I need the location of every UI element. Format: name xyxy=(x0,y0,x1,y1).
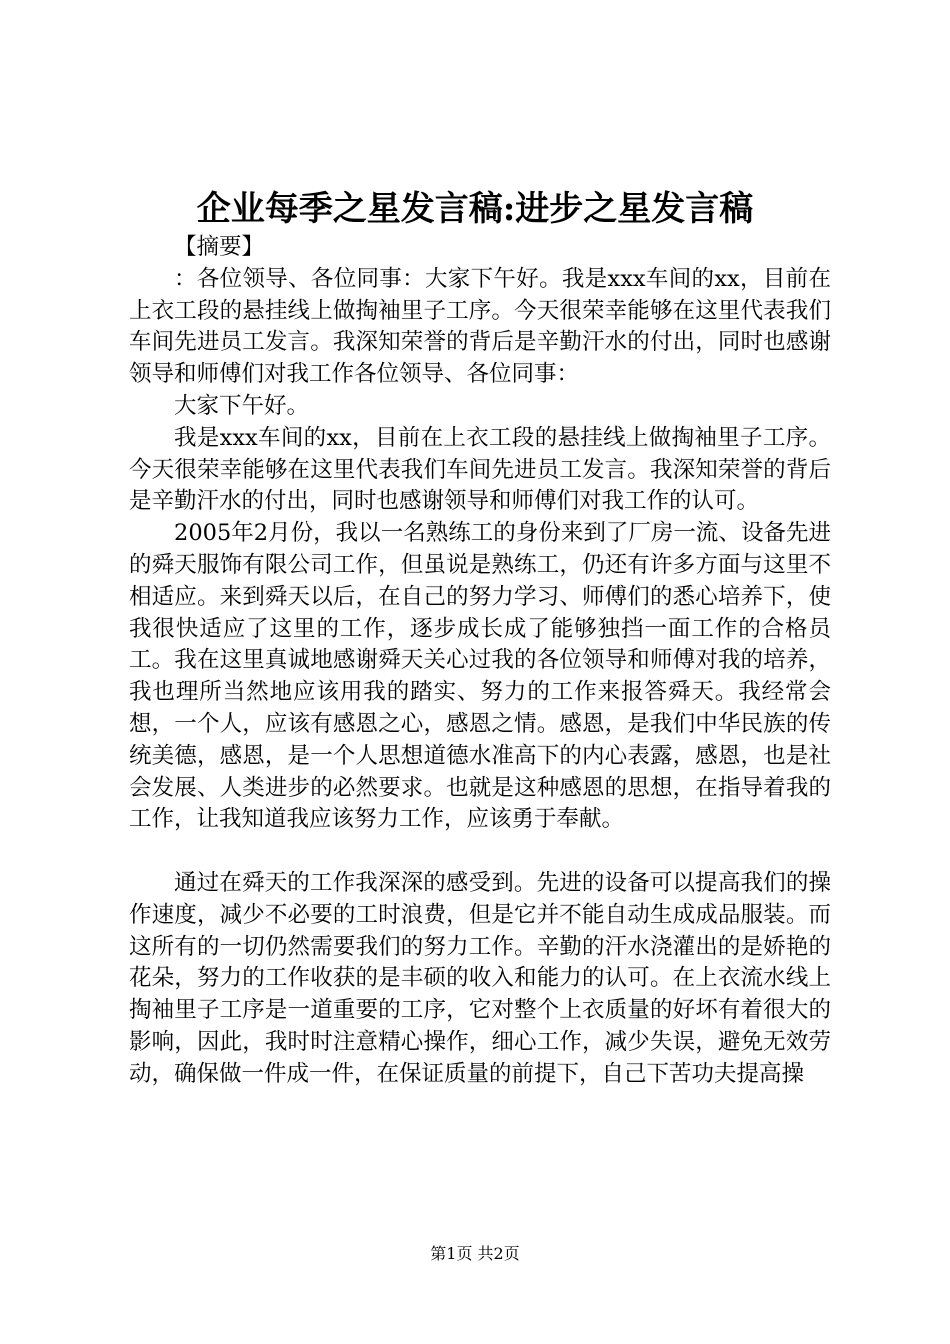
intro-paragraph: 我是xxx车间的xx，目前在上衣工段的悬挂线上做掏袖里子工序。今天很荣幸能够在这里代表我们车间先进员工发言。我深知荣誉的背后是辛勤汗水的付出，同时也感谢领导和师傅们对我工作的认可。 xyxy=(129,424,831,515)
document-title: 企业每季之星发言稿:进步之星发言稿 xyxy=(196,189,754,229)
greeting-paragraph: 大家下午好。 xyxy=(174,392,310,419)
abstract-heading: 【摘要】 xyxy=(174,234,265,260)
abstract-paragraph: ：各位领导、各位同事：大家下午好。我是xxx车间的xx，目前在上衣工段的悬挂线上做掏袖里子工序。今天很荣幸能够在这里代表我们车间先进员工发言。我深知荣誉的背后是辛勤汗水的付出，同时也感谢领导和师傅们对我工作各位领导、各位同事： xyxy=(129,265,831,388)
body-paragraph-gratitude: 2005年2月份，我以一名熟练工的身份来到了厂房一流、设备先进的舜天服饰有限公司工作，但虽说是熟练工，仍还有许多方面与这里不相适应。来到舜天以后，在自己的努力学习、师傅们的悉心培养下，使我很快适应了这里的工作，逐步成长成了能够独挡一面工作的合格员工。我在这里真诚地感谢舜天关心过我的各位领导和师傅对我的培养，我也理所当然地应该用我的踏实、努力的工作来报答舜天。我经常会想，一个人，应该有感恩之心，感恩之情。感恩，是我们中华民族的传统美德，感恩，是一个人思想道德水准高下的内心表露，感恩，也是社会发展、人类进步的必然要求。也就是这种感恩的思想，在指导着我的工作，让我知道我应该努力工作，应该勇于奉献。 xyxy=(129,520,831,833)
body-paragraph-work: 通过在舜天的工作我深深的感受到。先进的设备可以提高我们的操作速度，减少不必要的工时浪费，但是它并不能自动生成成品服装。而这所有的一切仍然需要我们的努力工作。辛勤的汗水浇灌出的是娇艳的花朵，努力的工作收获的是丰硕的收入和能力的认可。在上衣流水线上掏袖里子工序是一道重要的工序，它对整个上衣质量的好坏有着很大的影响，因此，我时时注意精心操作，细心工作，减少失误，避免无效劳动，确保做一件成一件，在保证质量的前提下，自己下苦功夫提高操 xyxy=(129,869,831,1087)
page-footer: 第1页 共2页 xyxy=(430,1244,520,1263)
document-body xyxy=(129,232,831,1091)
